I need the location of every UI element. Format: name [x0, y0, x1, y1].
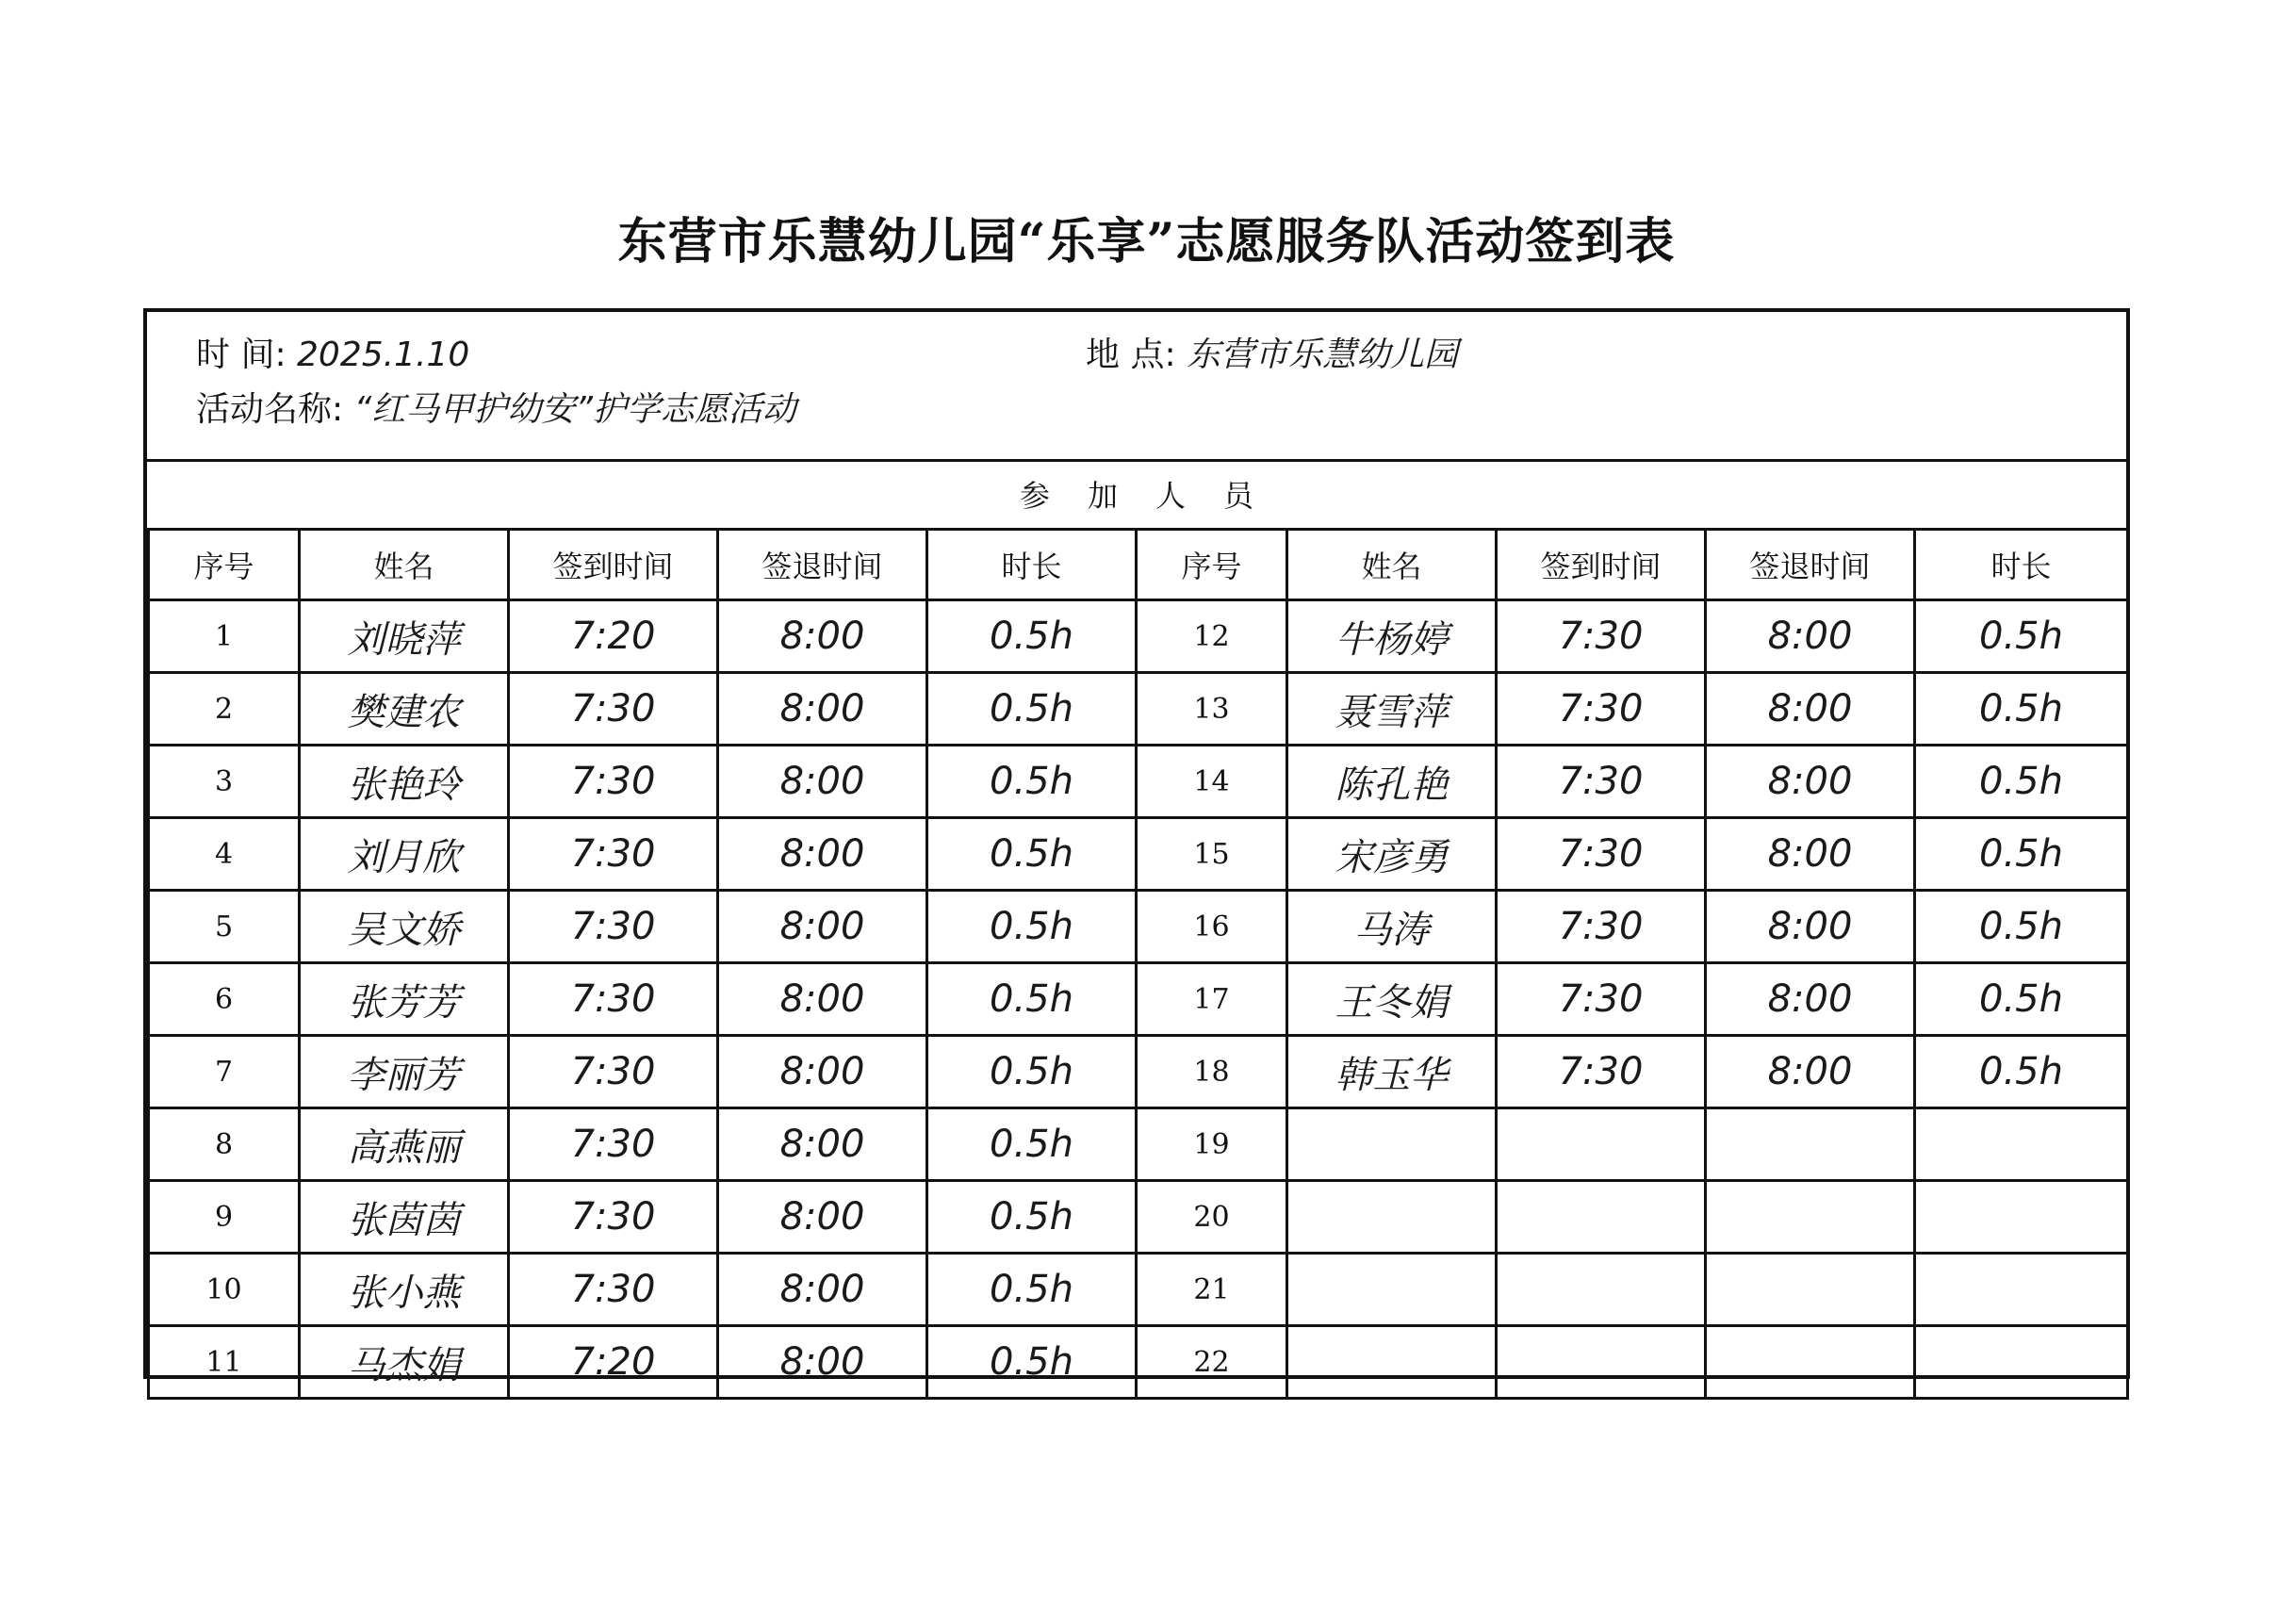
duration-cell	[1915, 1108, 2128, 1181]
sign-in-cell: 7:20	[509, 1326, 718, 1399]
seq-cell: 11	[149, 1326, 300, 1399]
sign-in-cell	[1497, 1254, 1706, 1326]
duration-cell: 0.5h	[1915, 673, 2128, 746]
name-cell: 李丽芳	[300, 1036, 509, 1108]
seq-cell: 8	[149, 1108, 300, 1181]
sign-out-cell: 8:00	[718, 1181, 927, 1254]
name-cell: 张芳芳	[300, 963, 509, 1036]
name-cell: 马涛	[1287, 891, 1497, 963]
table-row	[149, 963, 2128, 1036]
duration-cell: 0.5h	[1915, 963, 2128, 1036]
sign-in-cell: 7:30	[1497, 891, 1706, 963]
sign-in-cell	[1497, 1108, 1706, 1181]
table-row	[149, 891, 2128, 963]
duration-cell	[1915, 1326, 2128, 1399]
sign-out-cell: 8:00	[718, 1036, 927, 1108]
seq-cell: 7	[149, 1036, 300, 1108]
seq-cell: 12	[1137, 600, 1287, 673]
sign-in-cell	[1497, 1181, 1706, 1254]
sign-out-cell: 8:00	[1706, 600, 1915, 673]
seq-cell: 10	[149, 1254, 300, 1326]
sign-in-cell: 7:30	[1497, 673, 1706, 746]
name-cell: 刘晓萍	[300, 600, 509, 673]
sign-in-cell: 7:30	[1497, 1036, 1706, 1108]
sign-in-sheet	[143, 308, 2130, 1387]
name-cell: 韩玉华	[1287, 1036, 1497, 1108]
seq-cell: 4	[149, 818, 300, 891]
duration-cell: 0.5h	[927, 1036, 1137, 1108]
table-row	[149, 1254, 2128, 1326]
duration-cell: 0.5h	[927, 1108, 1137, 1181]
table-row	[149, 818, 2128, 891]
sign-out-cell	[1706, 1254, 1915, 1326]
sign-out-cell: 8:00	[718, 1326, 927, 1399]
place-line	[1086, 333, 1458, 378]
sign-out-cell	[1706, 1108, 1915, 1181]
sign-out-cell: 8:00	[718, 673, 927, 746]
seq-cell: 15	[1137, 818, 1287, 891]
sign-in-cell	[1497, 1326, 1706, 1399]
sign-out-cell: 8:00	[1706, 746, 1915, 818]
sign-in-cell: 7:30	[509, 746, 718, 818]
duration-cell: 0.5h	[927, 746, 1137, 818]
sign-in-cell: 7:30	[509, 891, 718, 963]
name-cell	[1287, 1254, 1497, 1326]
col-header-duration: 时长	[1915, 530, 2128, 600]
seq-cell: 16	[1137, 891, 1287, 963]
sign-in-cell: 7:30	[509, 1108, 718, 1181]
table-row	[149, 600, 2128, 673]
duration-cell: 0.5h	[1915, 818, 2128, 891]
duration-cell: 0.5h	[927, 818, 1137, 891]
table-header-row	[149, 530, 2128, 600]
sign-in-cell: 7:20	[509, 600, 718, 673]
col-header-name: 姓名	[300, 530, 509, 600]
sign-in-cell: 7:30	[1497, 818, 1706, 891]
table-row	[149, 1181, 2128, 1254]
name-cell: 吴文娇	[300, 891, 509, 963]
sign-out-cell: 8:00	[1706, 673, 1915, 746]
roster-body	[149, 600, 2128, 1399]
duration-cell: 0.5h	[1915, 746, 2128, 818]
page-title: 东营市乐慧幼儿园“乐享”志愿服务队活动签到表	[617, 213, 1676, 271]
sign-in-cell: 7:30	[509, 1036, 718, 1108]
name-cell: 樊建农	[300, 673, 509, 746]
sign-out-cell	[1706, 1181, 1915, 1254]
name-cell	[1287, 1326, 1497, 1399]
seq-cell: 6	[149, 963, 300, 1036]
duration-cell: 0.5h	[1915, 891, 2128, 963]
name-cell: 高燕丽	[300, 1108, 509, 1181]
activity-line	[196, 387, 796, 433]
duration-cell: 0.5h	[927, 1254, 1137, 1326]
col-header-sign-in: 签到时间	[509, 530, 718, 600]
duration-cell	[1915, 1181, 2128, 1254]
time-value: 2025.1.10	[297, 336, 470, 374]
name-cell: 张艳玲	[300, 746, 509, 818]
seq-cell: 19	[1137, 1108, 1287, 1181]
sign-in-cell: 7:30	[509, 963, 718, 1036]
roster-table	[147, 528, 2129, 1400]
name-cell: 张茵茵	[300, 1181, 509, 1254]
sign-out-cell: 8:00	[718, 1254, 927, 1326]
seq-cell: 20	[1137, 1181, 1287, 1254]
duration-cell: 0.5h	[927, 600, 1137, 673]
name-cell: 刘月欣	[300, 818, 509, 891]
sign-in-cell: 7:30	[509, 1181, 718, 1254]
time-label: 时 间:	[196, 336, 287, 374]
name-cell: 张小燕	[300, 1254, 509, 1326]
table-row	[149, 1108, 2128, 1181]
table-row	[149, 673, 2128, 746]
duration-cell: 0.5h	[927, 891, 1137, 963]
table-row	[149, 746, 2128, 818]
sign-out-cell: 8:00	[1706, 891, 1915, 963]
name-cell: 马杰娟	[300, 1326, 509, 1399]
place-value: 东营市乐慧幼儿园	[1187, 336, 1459, 374]
sign-in-cell: 7:30	[509, 1254, 718, 1326]
seq-cell: 5	[149, 891, 300, 963]
seq-cell: 3	[149, 746, 300, 818]
sign-out-cell: 8:00	[718, 746, 927, 818]
sign-out-cell: 8:00	[718, 963, 927, 1036]
duration-cell: 0.5h	[927, 1181, 1137, 1254]
col-header-name: 姓名	[1287, 530, 1497, 600]
sign-out-cell: 8:00	[718, 600, 927, 673]
col-header-sign-in: 签到时间	[1497, 530, 1706, 600]
sign-out-cell: 8:00	[718, 891, 927, 963]
activity-label: 活动名称:	[196, 390, 344, 429]
place-label: 地 点:	[1086, 336, 1176, 374]
seq-cell: 18	[1137, 1036, 1287, 1108]
col-header-duration: 时长	[927, 530, 1137, 600]
name-cell: 聂雪萍	[1287, 673, 1497, 746]
section-title: 参加人员	[1019, 478, 1291, 514]
table-row	[149, 1326, 2128, 1399]
duration-cell: 0.5h	[1915, 1036, 2128, 1108]
sign-out-cell: 8:00	[718, 818, 927, 891]
col-header-sign-out: 签退时间	[718, 530, 927, 600]
col-header-sign-out: 签退时间	[1706, 530, 1915, 600]
activity-value: “红马甲护幼安”护学志愿活动	[353, 390, 796, 429]
sign-out-cell: 8:00	[1706, 963, 1915, 1036]
header-divider	[147, 459, 2126, 462]
name-cell	[1287, 1108, 1497, 1181]
seq-cell: 9	[149, 1181, 300, 1254]
seq-cell: 13	[1137, 673, 1287, 746]
sign-out-cell: 8:00	[1706, 818, 1915, 891]
seq-cell: 17	[1137, 963, 1287, 1036]
sign-in-cell: 7:30	[1497, 746, 1706, 818]
sign-out-cell	[1706, 1326, 1915, 1399]
duration-cell: 0.5h	[927, 1326, 1137, 1399]
sign-in-cell: 7:30	[509, 673, 718, 746]
sign-out-cell: 8:00	[1706, 1036, 1915, 1108]
duration-cell: 0.5h	[1915, 600, 2128, 673]
name-cell	[1287, 1181, 1497, 1254]
seq-cell: 1	[149, 600, 300, 673]
sign-in-cell: 7:30	[509, 818, 718, 891]
seq-cell: 21	[1137, 1254, 1287, 1326]
name-cell: 牛杨婷	[1287, 600, 1497, 673]
seq-cell: 14	[1137, 746, 1287, 818]
seq-cell: 2	[149, 673, 300, 746]
name-cell: 陈孔艳	[1287, 746, 1497, 818]
col-header-seq: 序号	[1137, 530, 1287, 600]
name-cell: 宋彦勇	[1287, 818, 1497, 891]
duration-cell: 0.5h	[927, 673, 1137, 746]
time-line	[196, 333, 469, 378]
duration-cell: 0.5h	[927, 963, 1137, 1036]
table-row	[149, 1036, 2128, 1108]
col-header-seq: 序号	[149, 530, 300, 600]
name-cell: 王冬娟	[1287, 963, 1497, 1036]
sign-in-cell: 7:30	[1497, 963, 1706, 1036]
duration-cell	[1915, 1254, 2128, 1326]
sign-in-cell: 7:30	[1497, 600, 1706, 673]
seq-cell: 22	[1137, 1326, 1287, 1399]
sign-out-cell: 8:00	[718, 1108, 927, 1181]
